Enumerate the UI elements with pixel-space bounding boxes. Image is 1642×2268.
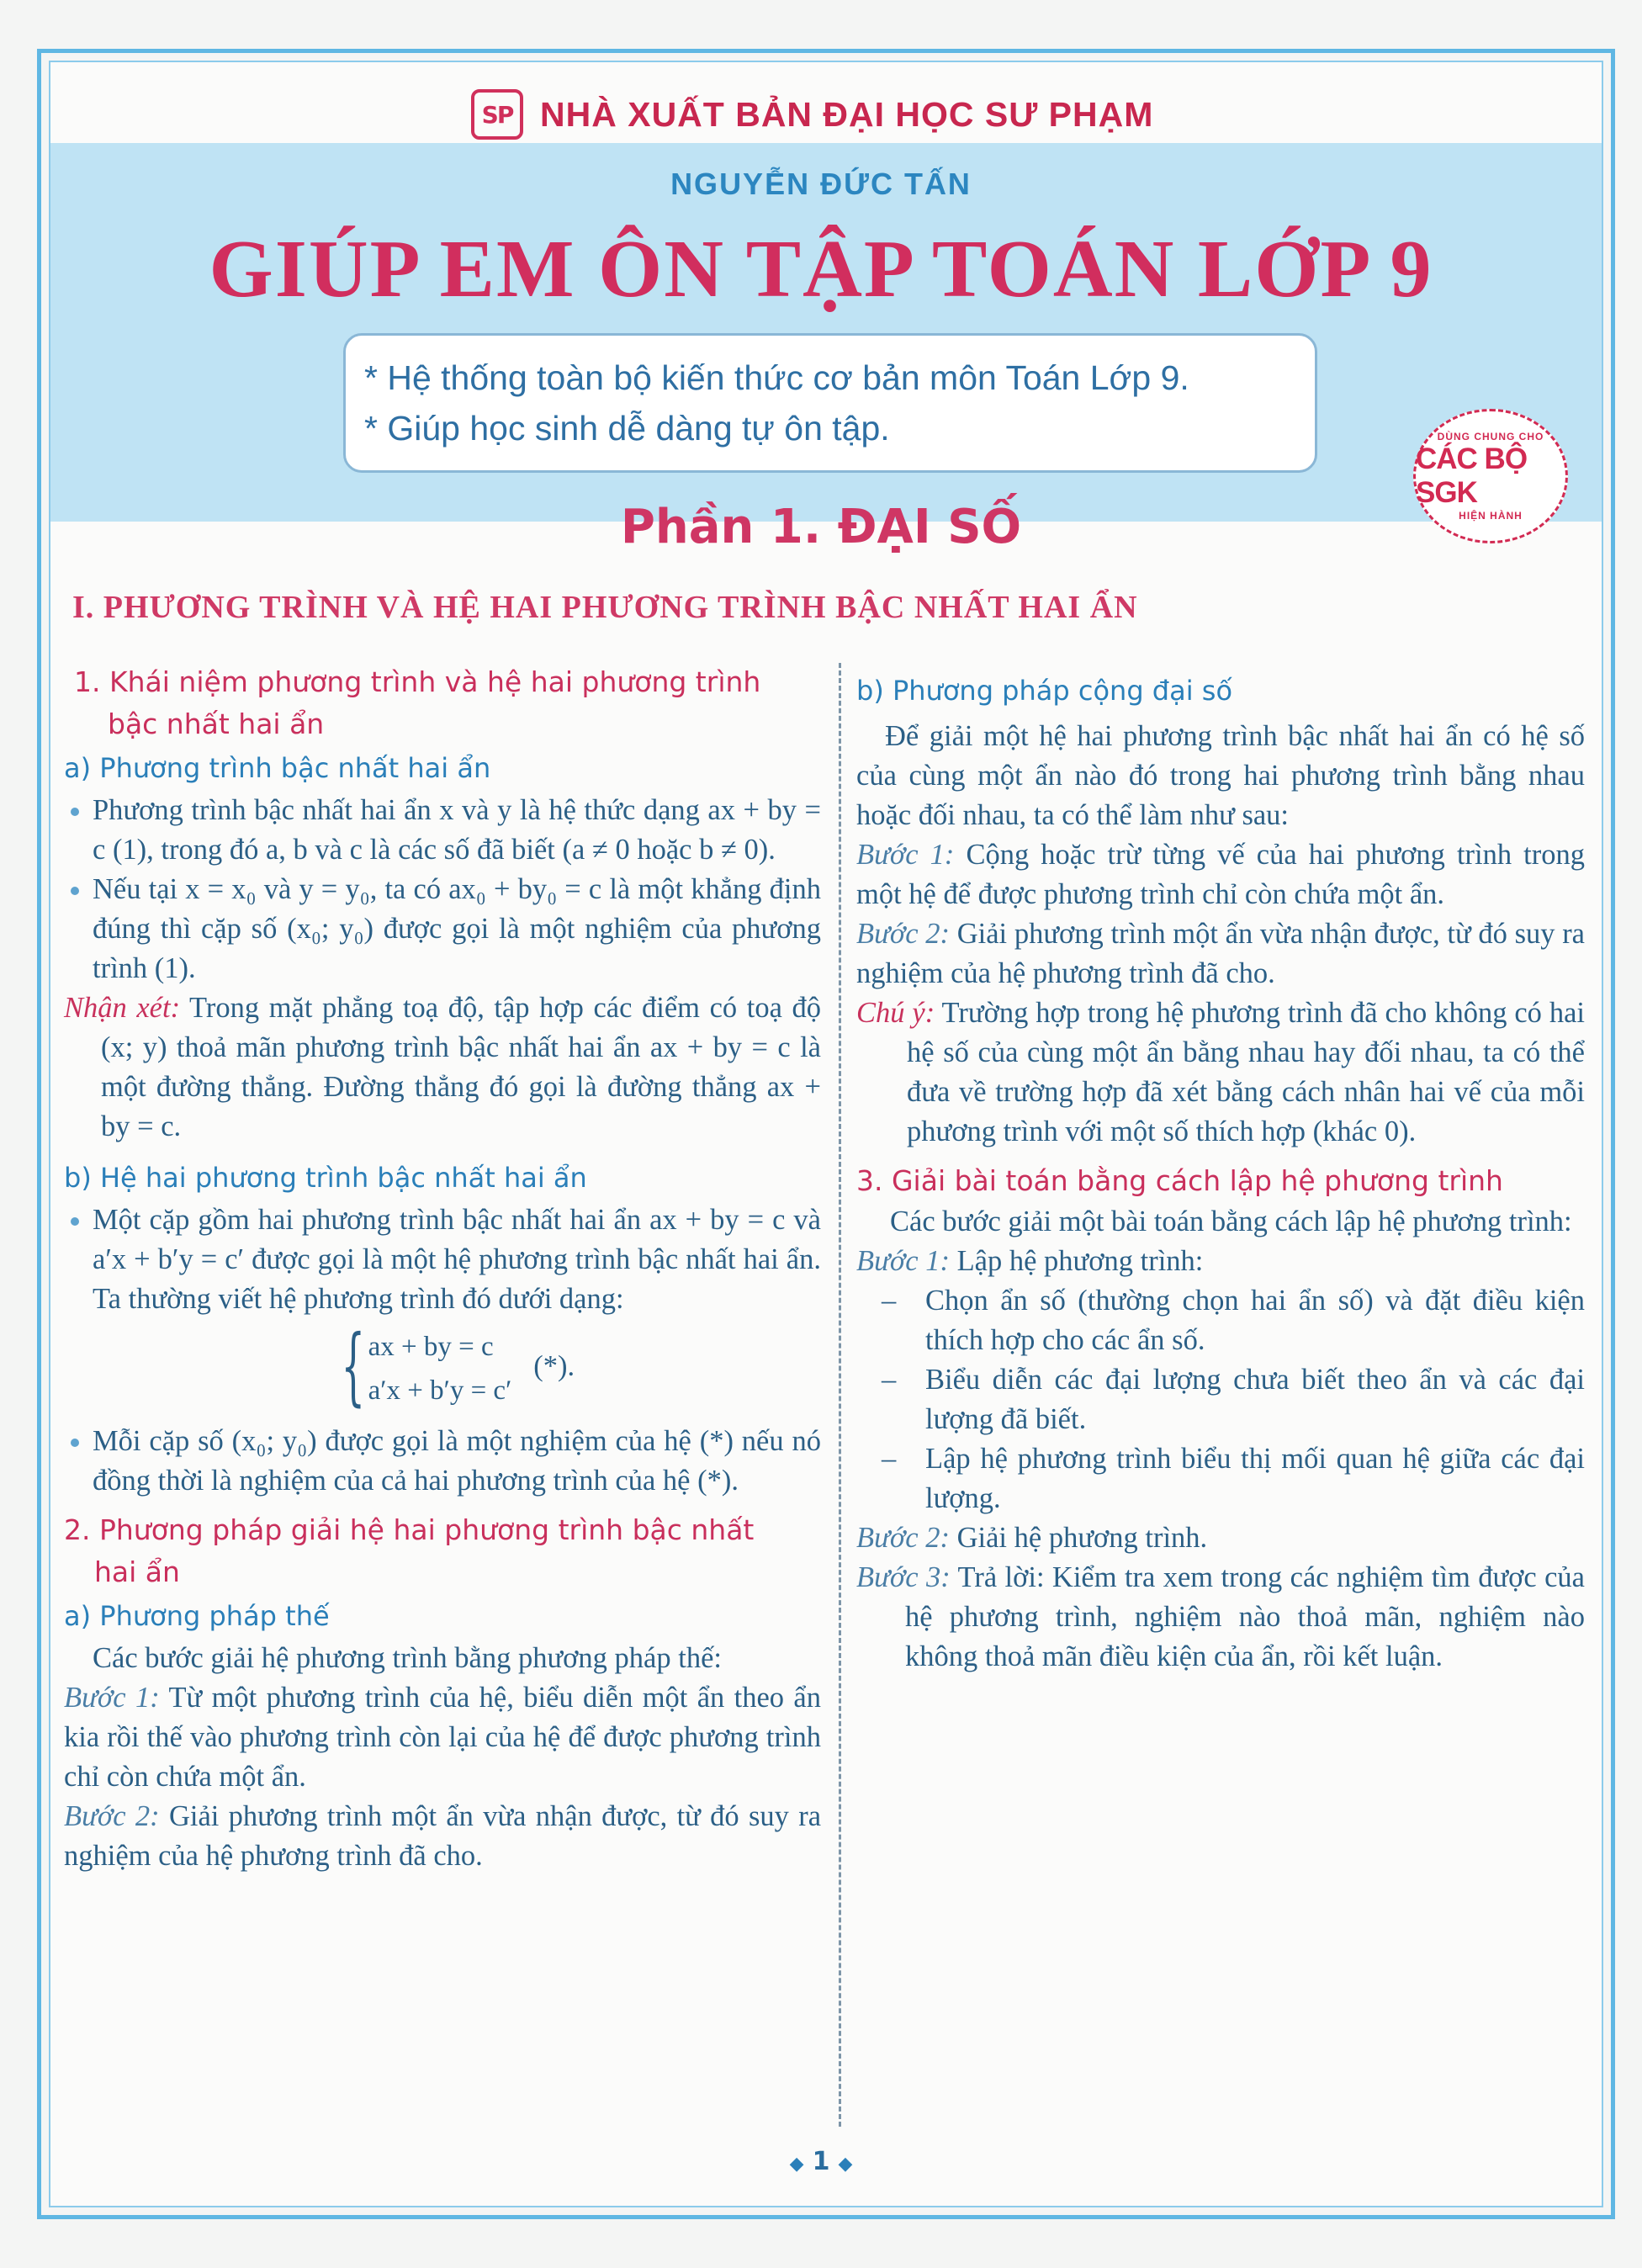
- equation-2: a′x + b′y = c′: [368, 1375, 512, 1406]
- equation-1: ax + by = c: [368, 1332, 494, 1362]
- word-problem-intro: Các bước giải một bài toán bằng cách lập hệ phương trình:: [890, 1206, 1572, 1237]
- heading-1-line-1: 1. Khái niệm phương trình và hệ hai phương trình: [74, 665, 761, 698]
- step-2-label: Bước 2:: [64, 1800, 160, 1832]
- equation-system: [326, 1317, 821, 1415]
- step-1-text: Từ một phương trình của hệ, biểu diễn một ẩn theo ẩn kia rồi thế vào phương trình còn lại của hệ để được phương trình chỉ còn chứa một ẩn.: [64, 1682, 821, 1793]
- badge-middle: CÁC BỘ SGK: [1416, 442, 1528, 509]
- bullet-linear-equation: Phương trình bậc nhất hai ẩn x và y là hệ thức dạng ax + by = c (1), trong đó a, b và c là các số đã biết (a ≠ 0 hoặc b ≠ 0).: [64, 791, 821, 870]
- problem-step-3-text: Trả lời: Kiểm tra xem trong các nghiệm tìm được của hệ phương trình, nghiệm nào thoả mãn, nghiệm nào không thoả mãn điều kiện của ẩn, rồi kết luận.: [905, 1561, 1585, 1672]
- problem-step-1-label: Bước 1:: [856, 1245, 950, 1277]
- remark-text: Trong mặt phẳng toạ độ, tập hợp các điểm có toạ độ (x; y) thoả mãn phương trình bậc nhất hai ẩn ax + by = c là một đường thẳng. Đường thẳng đó gọi là đường thẳng ax + by = c.: [101, 992, 821, 1142]
- heading-2-line-1: 2. Phương pháp giải hệ hai phương trình bậc nhất: [64, 1513, 755, 1546]
- publisher-line: [471, 87, 1153, 141]
- add-step-1-label: Bước 1:: [856, 839, 955, 871]
- heading-2a: a) Phương pháp thế: [64, 1600, 330, 1632]
- remark: [64, 988, 821, 1147]
- step-2-text: Giải phương trình một ẩn vừa nhận được, từ đó suy ra nghiệm của hệ phương trình đã cho.: [64, 1800, 822, 1872]
- heading-2-line-2: hai ẩn: [94, 1555, 180, 1588]
- diamond-icon: ◆: [789, 2154, 804, 2175]
- highlights-box: [343, 333, 1317, 473]
- equation-ref: (*).: [533, 1349, 575, 1382]
- substitution-intro: Các bước giải hệ phương trình bằng phương pháp thế:: [93, 1642, 722, 1674]
- section-title: I. PHƯƠNG TRÌNH VÀ HỆ HAI PHƯƠNG TRÌNH BẬC NHẤT HAI ẨN: [72, 590, 1138, 625]
- problem-step-3-label: Bước 3:: [856, 1561, 951, 1593]
- attention-note: [856, 994, 1585, 1152]
- attention-label: Chú ý:: [856, 997, 935, 1029]
- attention-text: Trường hợp trong hệ phương trình đã cho không có hai hệ số của cùng một ẩn bằng nhau hay đối nhau, ta có thể đưa về trường hợp đã xét bằng cách nhân hai vế của mỗi phương trình với một số thích hợp (khác 0).: [907, 997, 1585, 1147]
- heading-1: [64, 661, 821, 745]
- right-column: [856, 661, 1585, 1677]
- left-column: [64, 661, 821, 1876]
- diamond-icon: ◆: [838, 2154, 853, 2175]
- remark-label: Nhận xét:: [64, 992, 181, 1024]
- page-number: [0, 2147, 1642, 2176]
- heading-3: 3. Giải bài toán bằng cách lập hệ phương trình: [856, 1164, 1503, 1197]
- bullet-system-solution: Mỗi cặp số (x₀; y₀) được gọi là một nghiệm của hệ (*) nếu nó đồng thời là nghiệm của cả hai phương trình của hệ (*).: [64, 1422, 821, 1501]
- book-title: GIÚP EM ÔN TẬP TOÁN LỚP 9: [209, 224, 1433, 315]
- dash-item-2: – Biểu diễn các đại lượng chưa biết theo ẩn và các đại lượng đã biết.: [856, 1360, 1585, 1439]
- column-divider: [839, 663, 841, 2127]
- heading-2: [64, 1509, 821, 1593]
- dash-item-3: – Lập hệ phương trình biểu thị mối quan hệ giữa các đại lượng.: [856, 1439, 1585, 1518]
- problem-step-2: [856, 1518, 1585, 1558]
- heading-1a: a) Phương trình bậc nhất hai ẩn: [64, 752, 491, 784]
- add-step-2-label: Bước 2:: [856, 918, 951, 950]
- problem-step-1: [856, 1242, 1585, 1281]
- heading-1b: b) Hệ hai phương trình bậc nhất hai ẩn: [64, 1162, 587, 1194]
- addition-intro: Để giải một hệ hai phương trình bậc nhất hai ẩn có hệ số của cùng một ẩn nào đó trong hai phương trình bằng nhau hoặc đối nhau, ta có thể làm như sau:: [856, 720, 1585, 831]
- add-step-2-text: Giải phương trình một ẩn vừa nhận được, từ đó suy ra nghiệm của hệ phương trình đã cho.: [856, 918, 1585, 989]
- equations: [368, 1325, 512, 1412]
- part-title: Phần 1. ĐẠI SỐ: [620, 500, 1022, 554]
- publisher-logo-icon: SP: [471, 89, 523, 140]
- substitution-step-1: [64, 1678, 821, 1797]
- bullet-system: Một cặp gồm hai phương trình bậc nhất hai ẩn ax + by = c và a′x + b′y = c′ được gọi là một hệ phương trình bậc nhất hai ẩn. Ta thường viết hệ phương trình đó dưới dạng:: [64, 1200, 821, 1319]
- step-1-label: Bước 1:: [64, 1682, 160, 1714]
- page-number-text: 1: [812, 2147, 830, 2176]
- substitution-step-2: [64, 1797, 821, 1876]
- heading-1-line-2: bậc nhất hai ẩn: [108, 707, 325, 740]
- addition-step-1: [856, 835, 1585, 914]
- addition-step-2: [856, 914, 1585, 994]
- problem-step-2-label: Bước 2:: [856, 1522, 950, 1554]
- problem-step-1-text: Lập hệ phương trình:: [956, 1245, 1204, 1277]
- problem-step-3: [856, 1558, 1585, 1677]
- bullet-solution: Nếu tại x = x₀ và y = y₀, ta có ax₀ + by₀ = c là một khẳng định đúng thì cặp số (x₀; y₀) được gọi là một nghiệm của phương trình (1).: [64, 870, 821, 988]
- highlight-1: * Hệ thống toàn bộ kiến thức cơ bản môn Toán Lớp 9.: [364, 358, 1189, 397]
- publisher-name: NHÀ XUẤT BẢN ĐẠI HỌC SƯ PHẠM: [540, 94, 1154, 134]
- dash-item-1: – Chọn ẩn số (thường chọn hai ẩn số) và đặt điều kiện thích hợp cho các ẩn số.: [856, 1281, 1585, 1360]
- problem-step-2-text: Giải hệ phương trình.: [956, 1522, 1208, 1554]
- add-step-1-text: Cộng hoặc trừ từng vế của hai phương trình trong một hệ để được phương trình chỉ còn chứa một ẩn.: [856, 839, 1585, 910]
- badge-bottom: HIỆN HÀNH: [1459, 510, 1523, 522]
- author: NGUYỄN ĐỨC TẤN: [670, 167, 972, 201]
- brace-icon: {: [341, 1317, 366, 1415]
- highlight-2: * Giúp học sinh dễ dàng tự ôn tập.: [364, 409, 890, 448]
- heading-2b: b) Phương pháp cộng đại số: [856, 675, 1233, 707]
- badge-top: DÙNG CHUNG CHO: [1437, 431, 1544, 442]
